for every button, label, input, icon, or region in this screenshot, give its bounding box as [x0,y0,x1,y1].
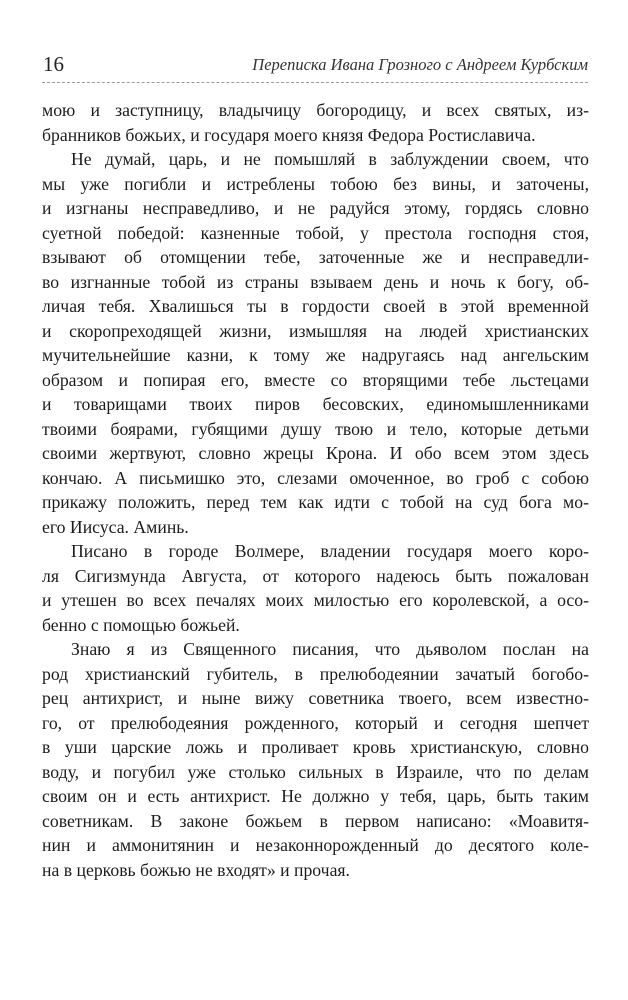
text-line: своим он и есть антихрист. Не должно у тебя, царь, быть таким [42,786,589,806]
text-line: суетной победой: казненные тобой, у престола господня стоя, [42,222,589,243]
text-line: его Иисуса. Аминь. [42,516,189,537]
text-line: на в церковь божью не входят» и прочая. [42,859,350,880]
text-line: во изгнанные тобой из страны взываем день и ночь к богу, об- [42,271,589,292]
text-line: мою и заступницу, владычицу богородицу, и всех святых, из- [42,100,589,120]
text-line: воду, и погубил уже столько сильных в Израиле, что по делам [42,761,589,782]
text-line: го, от прелюбодеяния рожденного, который и сегодня шепчет [42,712,589,733]
paragraph-2 [42,147,589,539]
text-line: мучительнейшие казни, к тому же надругаясь над ангельским [42,345,589,365]
running-header [42,50,588,83]
text-line: кончаю. А письмишко это, слезами омоченное, во гроб с собою [42,467,589,488]
text-line: Знаю я из Священного писания, что дьяволом послан на [71,639,589,659]
text-line: нин и аммонитянин и незаконнорожденный до десятого коле- [42,835,589,855]
text-line: и утешен во всех печалях моих милостью его королевской, а осо- [42,590,589,610]
text-line: прикажу положить, перед тем как идти с тобой на суд бога мо- [42,492,589,512]
text-line: род христианский губитель, в прелюбодеянии зачатый богобо- [42,663,589,684]
text-line: бранников божьих, и государя моего князя Федора Ростиславича. [42,124,536,145]
text-line: твоими боярами, губящими душу твою и тело, которые детьми [42,418,589,439]
paragraph-1 [42,98,589,147]
text-line: Писано в городе Волмере, владении государя моего коро- [71,541,589,561]
paragraph-3 [42,539,589,637]
body-text [42,98,589,882]
text-line: взывают об отомщении тебе, заточенные же и несправедли- [42,247,589,267]
text-line: рец антихрист, и ныне вижу советника твоего, всем известно- [42,688,589,708]
text-line: и скоропреходящей жизни, измышляя на людей христианских [42,320,589,341]
running-title: Переписка Ивана Грозного с Андреем Курбским [252,55,588,74]
text-line: бенно с помощью божьей. [42,614,240,635]
text-line: личая тебя. Хвалишься ты в гордости своей в этой временной [42,296,589,316]
text-line: и изгнаны несправедливо, и не радуйся этому, гордясь словно [42,198,589,218]
text-line: ля Сигизмунда Августа, от которого надеюсь быть пожалован [42,565,589,586]
text-line: советникам. В законе божьем в первом написано: «Моавитя- [42,810,589,831]
text-line: образом и попирая его, вместе со вторящими тебе льстецами [42,369,589,390]
paragraph-4 [42,637,589,882]
text-line: в уши царские ложь и проливает кровь христианскую, словно [42,737,589,757]
page-number: 16 [43,52,64,76]
text-line: своими жертвуют, словно жрецы Крона. И обо всем этом здесь [42,443,589,463]
text-line: мы уже погибли и истреблены тобою без вины, и заточены, [42,173,589,194]
text-line: Не думай, царь, и не помышляй в заблуждении своем, что [71,149,589,169]
text-line: и товарищами твоих пиров бесовских, единомышленниками [42,394,589,414]
